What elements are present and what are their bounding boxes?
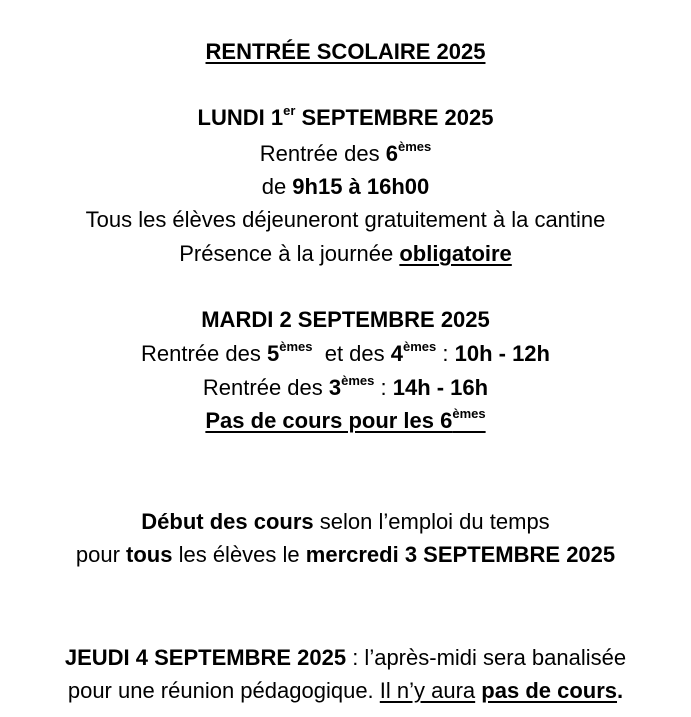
thursday-meeting-line [0, 677, 691, 705]
tuesday-no-class-sup: èmes [452, 406, 486, 421]
thursday-no-class-notice: Il n’y aura [379, 678, 476, 703]
tuesday-grades-line [0, 340, 691, 368]
notice-title: RENTRÉE SCOLAIRE 2025 [205, 39, 486, 64]
classes-start-bold: Début des cours [141, 509, 314, 534]
tuesday-grade-5-sup: èmes [279, 339, 313, 354]
tuesday-grade3-colon: : [374, 375, 393, 400]
classes-start-mid: les élèves le [172, 542, 306, 567]
tuesday-grade-4: 4 [390, 341, 404, 366]
monday-grade-prefix: Rentrée des [259, 141, 386, 166]
tuesday-no-class-label: Pas de cours pour les 6 [205, 408, 453, 433]
tuesday-grades-mid: et des [312, 341, 391, 366]
classes-start-prefix: pour [75, 542, 127, 567]
tuesday-grades-time: 10h - 12h [454, 341, 550, 366]
tuesday-grades-prefix: Rentrée des [141, 341, 267, 366]
monday-grade-sup: èmes [397, 139, 432, 154]
monday-time-line [0, 173, 691, 201]
monday-time-prefix: de [261, 174, 293, 199]
classes-start-all: tous [126, 542, 173, 567]
thursday-date: JEUDI 4 SEPTEMBRE 2025 [64, 645, 347, 670]
classes-start-date: mercredi 3 SEPTEMBRE 2025 [305, 542, 616, 567]
tuesday-no-class-text [205, 408, 485, 433]
monday-attendance-prefix: Présence à la journée [179, 241, 400, 266]
thursday-line [0, 644, 691, 672]
monday-grade: 6 [385, 141, 398, 166]
monday-date [0, 104, 691, 132]
thursday-no-class-bold: pas de cours [481, 678, 618, 703]
monday-date-sup: er [283, 103, 296, 118]
thursday-period: . [617, 678, 624, 703]
tuesday-grade-5: 5 [266, 341, 280, 366]
tuesday-grades-colon: : [436, 341, 455, 366]
thursday-rest: : l’après-midi sera banalisée [346, 645, 627, 670]
tuesday-grade3-prefix: Rentrée des [202, 375, 329, 400]
tuesday-no-class-line [0, 407, 691, 435]
tuesday-grade-4-sup: èmes [403, 339, 437, 354]
tuesday-date: MARDI 2 SEPTEMBRE 2025 [201, 307, 490, 332]
monday-lunch-line: Tous les élèves déjeuneront gratuitement à la cantine [85, 207, 606, 232]
tuesday-grade-3-sup: èmes [341, 373, 375, 388]
tuesday-grade-3: 3 [328, 375, 342, 400]
tuesday-grade3-time: 14h - 16h [392, 375, 489, 400]
tuesday-grade3-line [0, 374, 691, 402]
monday-time: 9h15 à 16h00 [292, 174, 430, 199]
classes-start-line [0, 508, 691, 536]
monday-date-prefix: LUNDI 1 [197, 105, 284, 130]
thursday-meeting-prefix: pour une réunion pédagogique. [67, 678, 380, 703]
classes-start-date-line [0, 541, 691, 569]
monday-attendance-emphasis: obligatoire [399, 241, 512, 266]
monday-date-suffix: SEPTEMBRE 2025 [295, 105, 494, 130]
monday-grade-line [0, 140, 691, 168]
classes-start-rest: selon l’emploi du temps [313, 509, 550, 534]
monday-attendance-line [0, 240, 691, 268]
